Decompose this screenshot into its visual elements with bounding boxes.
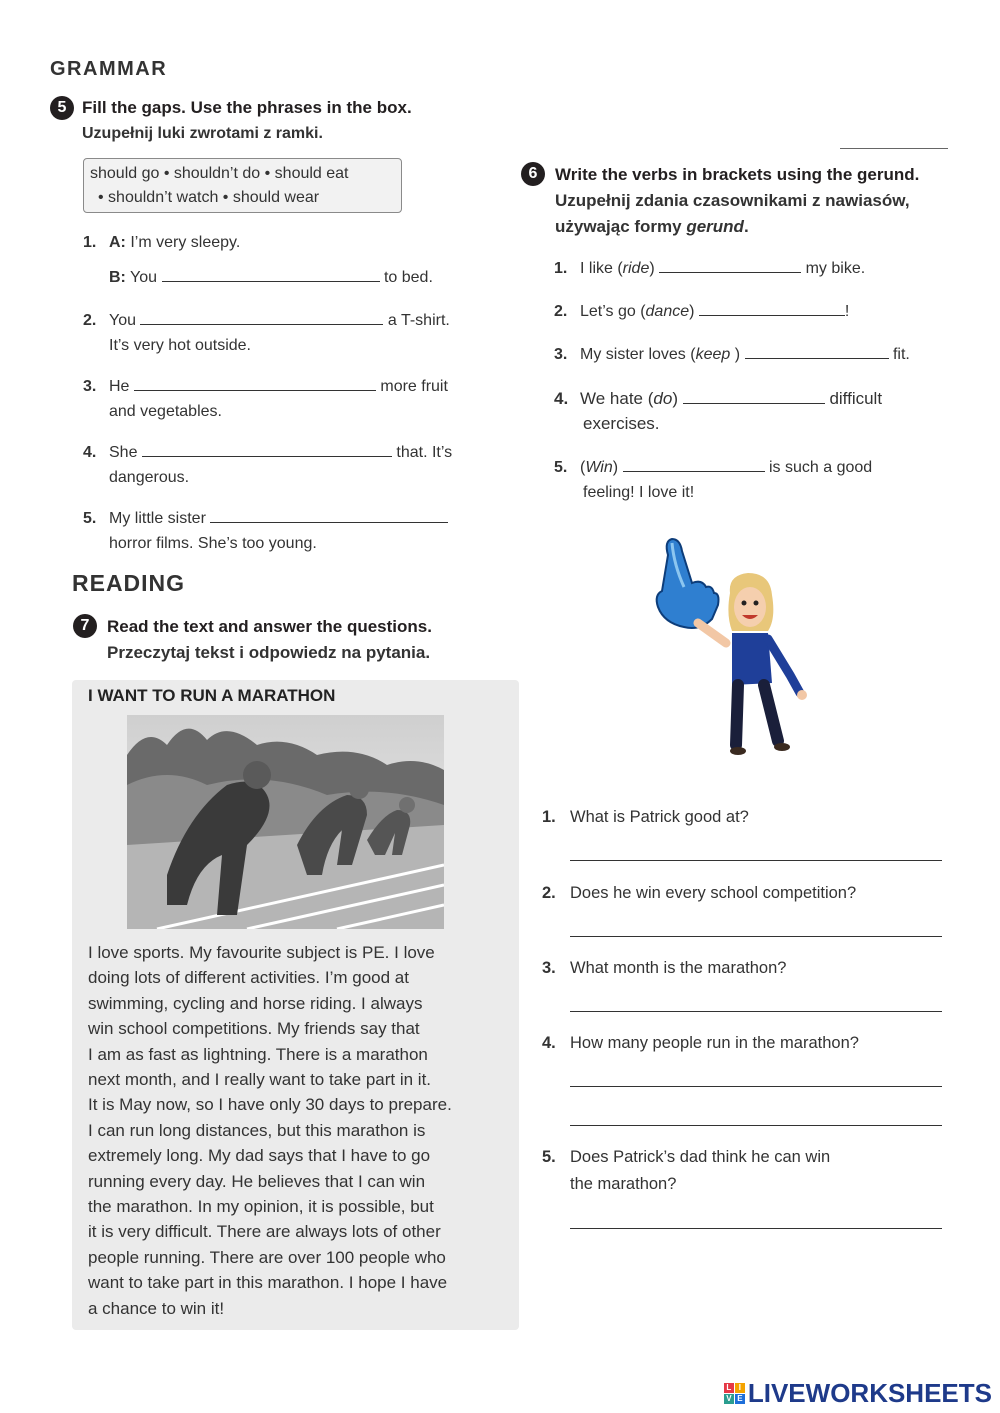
divider-line — [840, 148, 948, 149]
liveworksheets-logo — [724, 1378, 992, 1409]
exercise-7-instruction — [107, 614, 432, 666]
reading-heading: READING — [72, 570, 186, 596]
phrase-box-line-1: should go • shouldn’t do • should eat — [90, 165, 349, 182]
exercise-6-instruction-pl-2: używając formy gerund. — [555, 217, 749, 236]
gap-input[interactable] — [162, 267, 380, 282]
gap-input[interactable] — [683, 389, 825, 404]
answer-line-4b[interactable] — [570, 1125, 942, 1126]
phrase-box — [83, 158, 402, 213]
article-line: the marathon. In my opinion, it is possible, but — [88, 1197, 434, 1217]
article-line: it is very difficult. There are always lots of other — [88, 1222, 441, 1242]
logo-blocks-icon: L I V E — [724, 1383, 745, 1404]
answer-line-5[interactable] — [570, 1228, 942, 1229]
ex5-item-3: 3. He more fruit and vegetables. — [83, 378, 448, 420]
article-line: extremely long. My dad says that I have to go — [88, 1146, 431, 1166]
question-1: 1. What is Patrick good at? — [542, 808, 749, 826]
question-4: 4. How many people run in the marathon? — [542, 1034, 859, 1052]
exercise-7-badge: 7 — [73, 614, 97, 638]
article-line: It is May now, so I have only 30 days to prepare. — [88, 1095, 452, 1115]
exercise-6-instruction-pl-1: Uzupełnij zdania czasownikami z nawiasów, — [555, 191, 910, 210]
article-line: I love sports. My favourite subject is PE. I love — [88, 943, 435, 962]
exercise-6-instruction — [555, 162, 919, 240]
question-5: 5. Does Patrick’s dad think he can win the marathon? — [542, 1148, 831, 1193]
article-title: I WANT TO RUN A MARATHON — [88, 686, 336, 705]
gap-input[interactable] — [745, 344, 889, 359]
answer-line-3[interactable] — [570, 1011, 942, 1012]
cheering-woman-illustration — [640, 535, 820, 765]
question-2: 2. Does he win every school competition? — [542, 884, 857, 902]
article-line: a chance to win it! — [88, 1298, 225, 1318]
question-3: 3. What month is the marathon? — [542, 959, 787, 977]
article-line: I can run long distances, but this marathon is — [88, 1120, 426, 1140]
exercise-7-instruction-en: Read the text and answer the questions. — [107, 617, 432, 636]
ex6-item-3: 3. My sister loves (keep ) fit. — [554, 346, 910, 363]
exercise-5-instruction — [82, 95, 412, 147]
ex6-item-4: 4. We hate (do) difficult exercises. — [554, 389, 883, 433]
phrase-box-line-2: • shouldn’t watch • should wear — [98, 189, 320, 206]
exercise-5-instruction-pl: Uzupełnij luki zwrotami z ramki. — [82, 125, 323, 142]
gap-input[interactable] — [140, 310, 383, 325]
ex6-item-5: 5. (Win) is such a good feeling! I love it! — [554, 459, 873, 501]
answer-line-1[interactable] — [570, 860, 942, 861]
article-line: win school competitions. My friends say that — [88, 1019, 420, 1039]
article-line: want to take part in this marathon. I hope I have — [88, 1273, 448, 1293]
article-text — [88, 940, 508, 1321]
article-line: people running. There are over 100 people who — [88, 1247, 446, 1267]
ex6-item-2: 2. Let’s go (dance) ! — [554, 303, 850, 320]
exercise-6-instruction-en: Write the verbs in brackets using the gerund. — [555, 165, 920, 184]
logo-text: LIVEWORKSHEETS — [747, 1378, 992, 1408]
article-line: next month, and I really want to take part in it. — [88, 1070, 432, 1090]
ex5-item-1: 1. A: I’m very sleepy. — [83, 234, 241, 251]
gap-input[interactable] — [699, 301, 845, 316]
article-line: I am as fast as lightning. There is a marathon — [88, 1044, 428, 1064]
ex5-item-2: 2. You a T-shirt. It’s very hot outside. — [83, 312, 450, 354]
article-line: running every day. He believes that I can win — [88, 1171, 426, 1191]
answer-line-2[interactable] — [570, 936, 942, 937]
article-line: swimming, cycling and horse riding. I always — [88, 993, 423, 1013]
exercise-7-instruction-pl: Przeczytaj tekst i odpowiedz na pytania. — [107, 643, 431, 662]
ex5-item-1-b: B: You to bed. — [109, 269, 433, 286]
answer-line-4a[interactable] — [570, 1086, 942, 1087]
exercise-6-badge: 6 — [521, 162, 545, 186]
exercise-5-badge: 5 — [50, 96, 74, 120]
exercise-5-instruction-en: Fill the gaps. Use the phrases in the box. — [82, 98, 412, 117]
ex5-item-4: 4. She that. It’s dangerous. — [83, 444, 453, 486]
gap-input[interactable] — [142, 442, 392, 457]
ex6-item-1: 1. I like (ride) my bike. — [554, 260, 866, 277]
article-line: doing lots of different activities. I’m good at — [88, 968, 409, 988]
ex5-item-5: 5. My little sister horror films. She’s too young. — [83, 506, 448, 556]
gap-input[interactable] — [623, 457, 765, 472]
runners-photo — [127, 715, 444, 929]
gap-input[interactable] — [134, 376, 376, 391]
grammar-heading: GRAMMAR — [50, 58, 168, 80]
gap-input[interactable] — [210, 508, 448, 523]
gap-input[interactable] — [659, 258, 801, 273]
